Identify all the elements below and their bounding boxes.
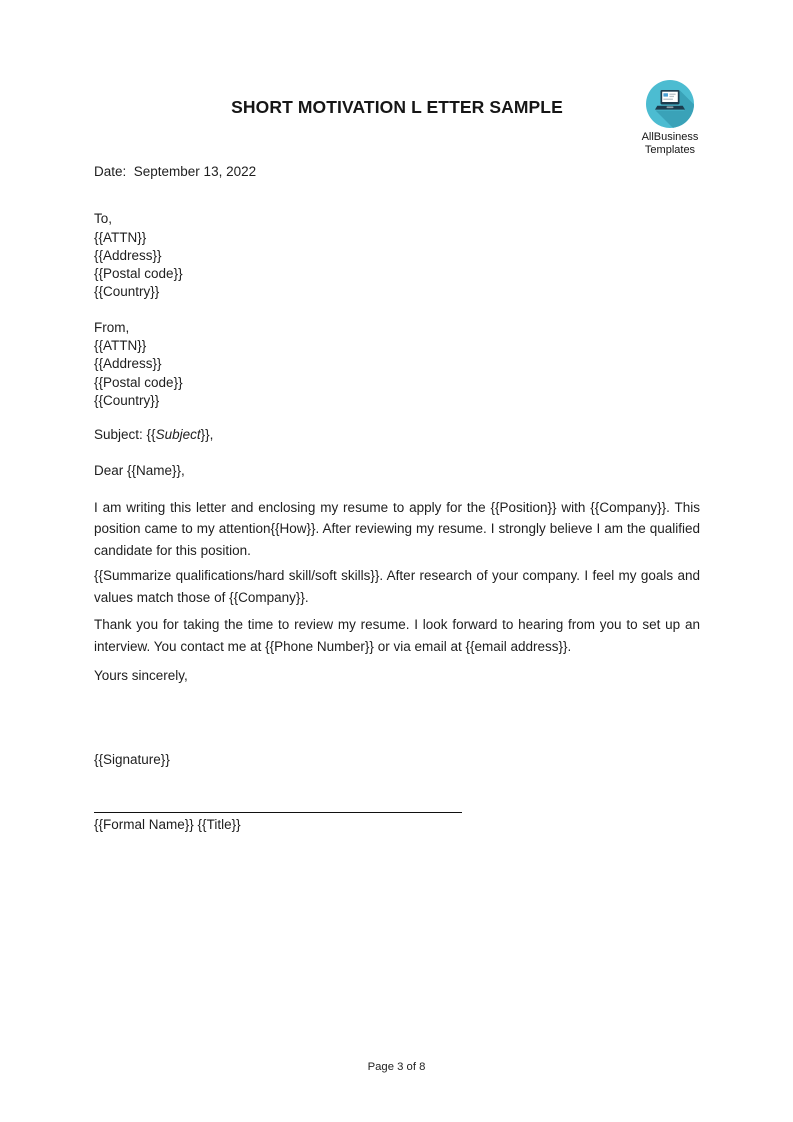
letter-title: SHORT MOTIVATION L ETTER SAMPLE [231,97,563,117]
logo-wordmark-line1: AllBusiness [641,131,699,143]
recipient-attn-placeholder: {{ATTN}} [94,229,147,245]
subject-placeholder: Subject [155,427,201,443]
closing-line: Yours sincerely, [94,668,188,684]
body-paragraph-3: Thank you for taking the time to review my resume. I look forward to hearing from you to set up an interview. You contact me at {{Phone Number}} or via email at {{email address}}. [94,617,700,654]
signature-rule [94,812,462,813]
sender-address-placeholder: {{Address}} [94,356,162,372]
subject-prefix: Subject: {{ [94,427,156,443]
letter-content [94,0,700,834]
recipient-heading: To, [94,211,113,227]
greeting-line: Dear {{Name}}, [94,462,185,478]
body-paragraph-1: I am writing this letter and enclosing my resume to apply for the {{Position}} with {{Company}}. This position came to my attention{{How}}. After reviewing my resume. I strongly believe I am the qualified candidate for this position. [94,499,700,558]
sender-attn-placeholder: {{ATTN}} [94,338,147,354]
signature-placeholder: {{Signature}} [94,751,170,767]
body-paragraph-2: {{Summarize qualifications/hard skill/soft skills}}. After research of your company. I feel my goals and values match those of {{Company}}. [94,568,700,605]
recipient-address-placeholder: {{Address}} [94,247,162,263]
sender-block [94,319,700,410]
page-footer: Page 3 of 8 [367,1061,426,1073]
recipient-country-placeholder: {{Country}} [94,284,160,300]
recipient-postal-placeholder: {{Postal code}} [94,266,183,282]
subject-line [94,426,700,444]
date-line: Date: September 13, 2022 [94,164,257,179]
signatory-line: {{Formal Name}} {{Title}} [94,816,241,832]
logo-wordmark-line2: Templates [644,143,696,156]
sender-country-placeholder: {{Country}} [94,392,160,408]
sender-heading: From, [94,319,130,335]
recipient-block [94,210,700,301]
sender-postal-placeholder: {{Postal code}} [94,374,183,390]
subject-suffix: }}, [200,427,214,443]
